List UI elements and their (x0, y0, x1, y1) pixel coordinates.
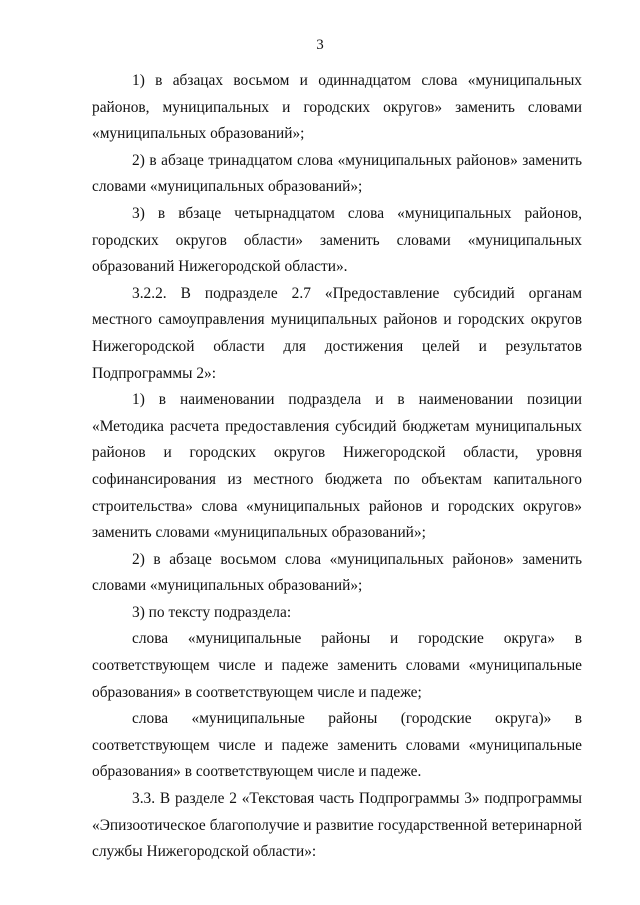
paragraph-section-3-3: 3.3. В разделе 2 «Текстовая часть Подпрограммы 3» подпрограммы «Эпизоотическое благополучие и развитие государственной ветеринарной службы Нижегородской области»: (92, 790, 582, 861)
page-number: 3 (316, 37, 324, 53)
paragraph-item-2: 2) в абзаце восьмом слова «муниципальных районов» заменить словами «муниципальных образований»; (92, 550, 582, 595)
document-body (92, 68, 582, 866)
paragraph-words-replacement-2: слова «муниципальные районы (городские округа)» в соответствующем числе и падеже заменить словами «муниципальные образования» в соответствующем числе и падеже. (92, 710, 582, 781)
paragraph-amendment-1: 1) в абзацах восьмом и одиннадцатом слова «муниципальных районов, муниципальных и городских округов» заменить словами «муниципальных образований»; (92, 72, 582, 143)
paragraph-amendment-2: 2) в абзаце тринадцатом слова «муниципальных районов» заменить словами «муниципальных образований»; (92, 151, 582, 196)
paragraph-words-replacement-1: слова «муниципальные районы и городские округа» в соответствующем числе и падеже заменить словами «муниципальные образования» в соответствующем числе и падеже; (92, 630, 582, 701)
paragraph-amendment-3: 3) в вбзаце четырнадцатом слова «муниципальных районов, городских округов области» заменить словами «муниципальных образований Нижегородской области». (92, 204, 582, 276)
paragraph-item-3: 3) по тексту подраздела: (132, 603, 292, 621)
paragraph-item-1: 1) в наименовании подраздела и в наименовании позиции «Методика расчета предоставления субсидий бюджетам муниципальных районов и городских округов Нижегородской области, уровня софинансирования из местного бюджета по объектам капитального строительства» слова «муниципальных районов и городских округов» заменить словами «муниципальных образований»; (92, 391, 582, 542)
paragraph-section-3-2-2: 3.2.2. В подразделе 2.7 «Предоставление субсидий органам местного самоуправления муниципальных районов и городских округов Нижегородской области для достижения целей и результатов Подпрограммы 2»: (92, 284, 582, 382)
